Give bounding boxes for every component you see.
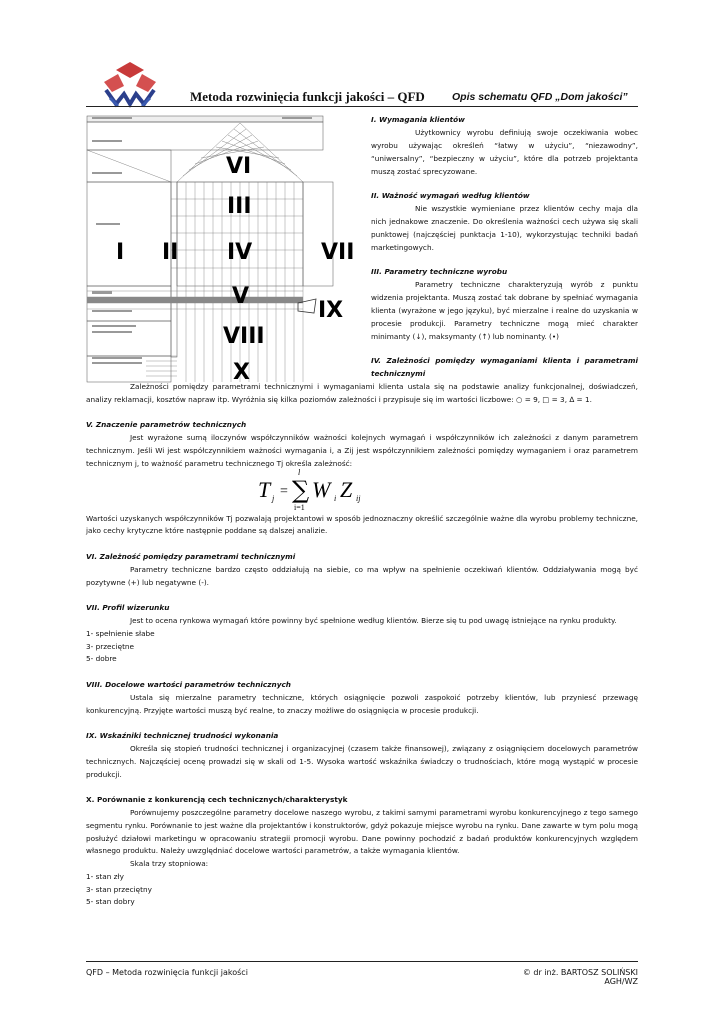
- list-item: 3- stan przeciętny: [86, 884, 152, 894]
- svg-text:T: T: [258, 476, 271, 502]
- footer-divider: [86, 961, 638, 962]
- section-vii-text: Jest to ocena rynkowa wymagań które powinny być spełnione według klientów. Bierze się tu pod uwagę istniejące na rynku produkty.: [130, 615, 617, 625]
- svg-text:Z: Z: [340, 476, 353, 502]
- roman-label-ii: II: [162, 240, 179, 265]
- svg-text:W: W: [312, 476, 331, 502]
- section-v-text-2: Wartości uzyskanych współczynników Tj pozwalają projektantowi w sposób jednoznaczny określić szczególnie ważne dla wyrobu problemy techniczne, jako cechy krytyczne które następnie poddane są dalszej analizie.: [86, 513, 638, 536]
- section-x-text: Porównujemy poszczególne parametry docelowe naszego wyrobu, z takimi samymi parametrami wyrobu konkurencyjnego z tego samego segmentu rynku. Porównanie to jest ważne dla projektantów i konstruktorów, gdyż pokazuje miejsce wyrobu na rynku. Dane zawarte w tym polu mogą posłużyć działowi marketingu w opracowaniu strategii promocji wyrobu. Dane powinny pochodzić z badań produktów konkurencyjnych względem własnego produktu. Należy uwzględniać docelowe wartości parametrów, a także wymagania klientów.: [86, 807, 638, 856]
- section-iv-text: Zależności pomiędzy parametrami technicznymi i wymaganiami klienta ustala się na podstawie analizy funkcjonalnej, doświadczeń, analizy reklamacji, kosztów napraw itp. Wyróżnia się kilka poziomów zależności i przypisuje się im wartości liczbowe: ○ = 9, □ = 3, ∆ = 1.: [86, 382, 638, 404]
- list-item: 5- stan dobry: [86, 897, 135, 907]
- header-divider: [86, 106, 638, 107]
- roman-label-iii: III: [227, 194, 252, 219]
- svg-text:∑: ∑: [292, 475, 310, 504]
- svg-text:ij: ij: [356, 493, 361, 503]
- section-ii-text: Nie wszystkie wymieniane przez klientów cechy maja dla nich jednakowe znaczenie. Do określenia ważności cech używa się skali punktowej (najczęściej punktacja 1-10), wykorzystując techniki badań marketingowych.: [371, 204, 638, 252]
- roman-label-vii: VII: [321, 240, 355, 265]
- section-x-scale-label: Skala trzy stopniowa:: [130, 859, 209, 869]
- section-x-heading: X. Porównanie z konkurencją cech technicznych/charakterystyk: [86, 795, 348, 805]
- section-v-text: Jest wyrażone sumą iloczynów współczynników ważności kolejnych wymagań i współczynników ich zależności z danym parametrem technicznym. Jeśli Wi jest współczynnikiem ważności wymagania i, a Zij jest współczynnikiem zależności pomiędzy wymaganiem i oraz parametrem technicznym j, to ważność parametru technicznego Tj określa zależność:: [86, 433, 638, 468]
- section-iii-heading: III. Parametry techniczne wyrobu: [371, 267, 508, 276]
- list-item: 3- przeciętne: [86, 641, 135, 651]
- section-viii-heading: VIII. Docelowe wartości parametrów technicznych: [86, 679, 291, 689]
- list-item: 1- stan zły: [86, 871, 124, 881]
- house-of-quality-diagram: [86, 113, 362, 385]
- roman-label-iv: IV: [227, 240, 253, 265]
- section-vi-heading: VI. Zależność pomiędzy parametrami technicznymi: [86, 551, 296, 561]
- footer-right: © dr inż. BARTOSZ SOLIŃSKI AGH/WZ: [522, 968, 638, 986]
- section-iii-text: Parametry techniczne charakteryzują wyrób z punktu widzenia projektanta. Muszą zostać tak dobrane by spełniać wymagania klienta (wyrażone w jego języku), być mierzalne i realne do uzyskania w procesie produkcji. Parametry techniczne mogą mieć charakter minimanty (↓), maksymanty (↑) lub nominanty. (•): [371, 280, 638, 341]
- document-title: Metoda rozwinięcia funkcji jakości – QFD: [190, 89, 425, 104]
- right-column: [371, 113, 638, 380]
- main-content: [86, 381, 638, 909]
- section-i-text: Użytkownicy wyrobu definiują swoje oczekiwania wobec wyrobu używając określeń “łatwy w użyciu”, “niezawodny”, “uniwersalny”, “bezpieczny w użyciu”, które dla potrzeb projektanta muszą zostać sprecyzowane.: [371, 128, 638, 176]
- section-vi-text: Parametry techniczne bardzo często oddziałują na siebie, co ma wpływ na spełnienie oczekiwań klientów. Oddziaływania mogą być pozytywne (+) lub negatywne (-).: [86, 564, 638, 587]
- svg-text:j: j: [272, 493, 275, 503]
- importance-formula: [86, 467, 638, 513]
- svg-text:i=1: i=1: [294, 502, 305, 512]
- formula-graphic: [256, 467, 396, 513]
- section-vii-heading: VII. Profil wizerunku: [86, 603, 170, 613]
- section-i-heading: I. Wymagania klientów: [371, 115, 465, 124]
- list-item: 5- dobre: [86, 654, 117, 664]
- document-subtitle: Opis schematu QFD „Dom jakości”: [452, 91, 628, 103]
- section-v-heading: V. Znaczenie parametrów technicznych: [86, 420, 247, 430]
- section-iv-heading: IV. Zależności pomiędzy wymaganiami klienta i parametrami technicznymi: [371, 356, 638, 378]
- roman-label-vi: VI: [226, 154, 252, 179]
- section-ii-heading: II. Ważność wymagań według klientów: [371, 191, 530, 200]
- footer-left: QFD – Metoda rozwinięcia funkcji jakości: [86, 968, 248, 977]
- roman-label-x: X: [233, 360, 250, 385]
- roman-label-i: I: [116, 240, 125, 265]
- svg-text:i: i: [334, 493, 337, 503]
- roman-label-v: V: [232, 284, 250, 309]
- roman-label-viii: VIII: [223, 324, 265, 349]
- logo-icon: [100, 60, 160, 108]
- svg-text:l: l: [298, 467, 301, 477]
- section-ix-heading: IX. Wskaźniki technicznej trudności wykonania: [86, 731, 279, 741]
- list-item: 1- spełnienie słabe: [86, 628, 155, 638]
- roman-label-ix: IX: [318, 298, 344, 323]
- section-viii-text: Ustala się mierzalne parametry techniczne, których osiągnięcie pozwoli zaspokoić potrzeby klientów, lub przyniesć przewagę konkurencyjną. Przyjęte wartości muszą być realne, to znaczy możliwe do osiągnięcia w procesie produkcji.: [86, 692, 638, 715]
- svg-text:=: =: [280, 483, 288, 499]
- section-ix-text: Określa się stopień trudności technicznej i organizacyjnej (czasem także finansowej), związany z osiągnięciem docelowych parametrów technicznych. Najczęściej ocenę prowadzi się w skali od 1-5. Wysoka wartość wskaźnika świadczy o trudnościach, które mogą wystąpić w procesie produkcji.: [86, 743, 638, 779]
